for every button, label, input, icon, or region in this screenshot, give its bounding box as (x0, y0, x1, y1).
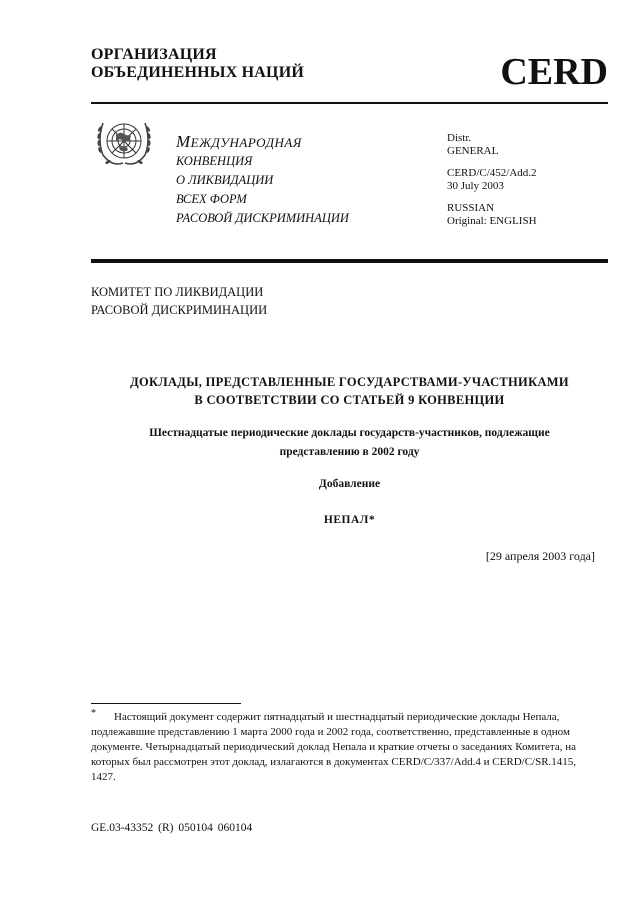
subtitle-line-2: представлению в 2002 году (279, 446, 420, 458)
title-line-2: В СООТВЕТСТВИИ СО СТАТЬЕЙ 9 КОНВЕНЦИИ (194, 393, 505, 407)
job-number: GE.03-43352 (R) 050104 060104 (91, 822, 253, 834)
footnote-divider (91, 703, 241, 704)
org-line-2: ОБЪЕДИНЕННЫХ НАЦИЙ (91, 64, 304, 81)
convention-line-1 (176, 132, 349, 152)
footnote (91, 710, 591, 785)
convention-line-1-rest: ЕЖДУНАРОДНАЯ (190, 135, 302, 150)
header-bottom-rule (91, 259, 608, 263)
original-language: Original: ENGLISH (447, 214, 537, 227)
document-subtitle (91, 424, 608, 462)
footnote-marker: * (91, 708, 96, 719)
organization-name (91, 46, 304, 82)
document-symbol: CERD (500, 51, 608, 93)
document-metadata (447, 132, 537, 227)
report-date: [29 апреля 2003 года] (485, 549, 595, 563)
committee-line-1: КОМИТЕТ ПО ЛИКВИДАЦИИ (91, 285, 264, 299)
title-line-1: ДОКЛАДЫ, ПРЕДСТАВЛЕННЫЕ ГОСУДАРСТВАМИ-УЧАСТНИКАМИ (130, 375, 569, 389)
document-number: CERD/C/452/Add.2 (447, 167, 537, 179)
convention-line-2: КОНВЕНЦИЯ (176, 154, 253, 168)
header-divider (91, 102, 608, 104)
convention-initial: М (176, 132, 191, 151)
convention-line-5: РАСОВОЙ ДИСКРИМИНАЦИИ (176, 211, 349, 225)
document-title (91, 373, 608, 409)
footnote-text: Настоящий документ содержит пятнадцатый и шестнадцатый периодические доклады Непала, подлежавшие представлению 1 марта 2000 года и 2002 года, соответственно, представленные в одном документе. Четырнадцатый периодический доклад Непала и краткие отчеты о заседаниях Комитета, на которых был рассмотрен этот доклад, излагаются в документах CERD/C/337/Add.4 и CERD/C/SR.1415, 1427. (91, 711, 577, 783)
addendum-label: Добавление (318, 478, 381, 490)
committee-line-2: РАСОВОЙ ДИСКРИМИНАЦИИ (91, 303, 268, 317)
distribution-value: GENERAL (447, 144, 499, 157)
distribution-label: Distr. (447, 132, 472, 144)
convention-name (176, 132, 349, 228)
committee-name (91, 283, 267, 319)
country-name: НЕПАЛ* (323, 514, 376, 526)
subtitle-line-1: Шестнадцатые периодические доклады государств-участников, подлежащие (149, 427, 550, 439)
document-date: 30 July 2003 (447, 179, 504, 192)
convention-line-3: О ЛИКВИДАЦИИ (176, 173, 274, 187)
convention-line-4: ВСЕХ ФОРМ (176, 192, 247, 206)
un-emblem-icon (94, 113, 154, 175)
org-line-1: ОРГАНИЗАЦИЯ (91, 46, 217, 63)
document-language: RUSSIAN (447, 202, 495, 214)
